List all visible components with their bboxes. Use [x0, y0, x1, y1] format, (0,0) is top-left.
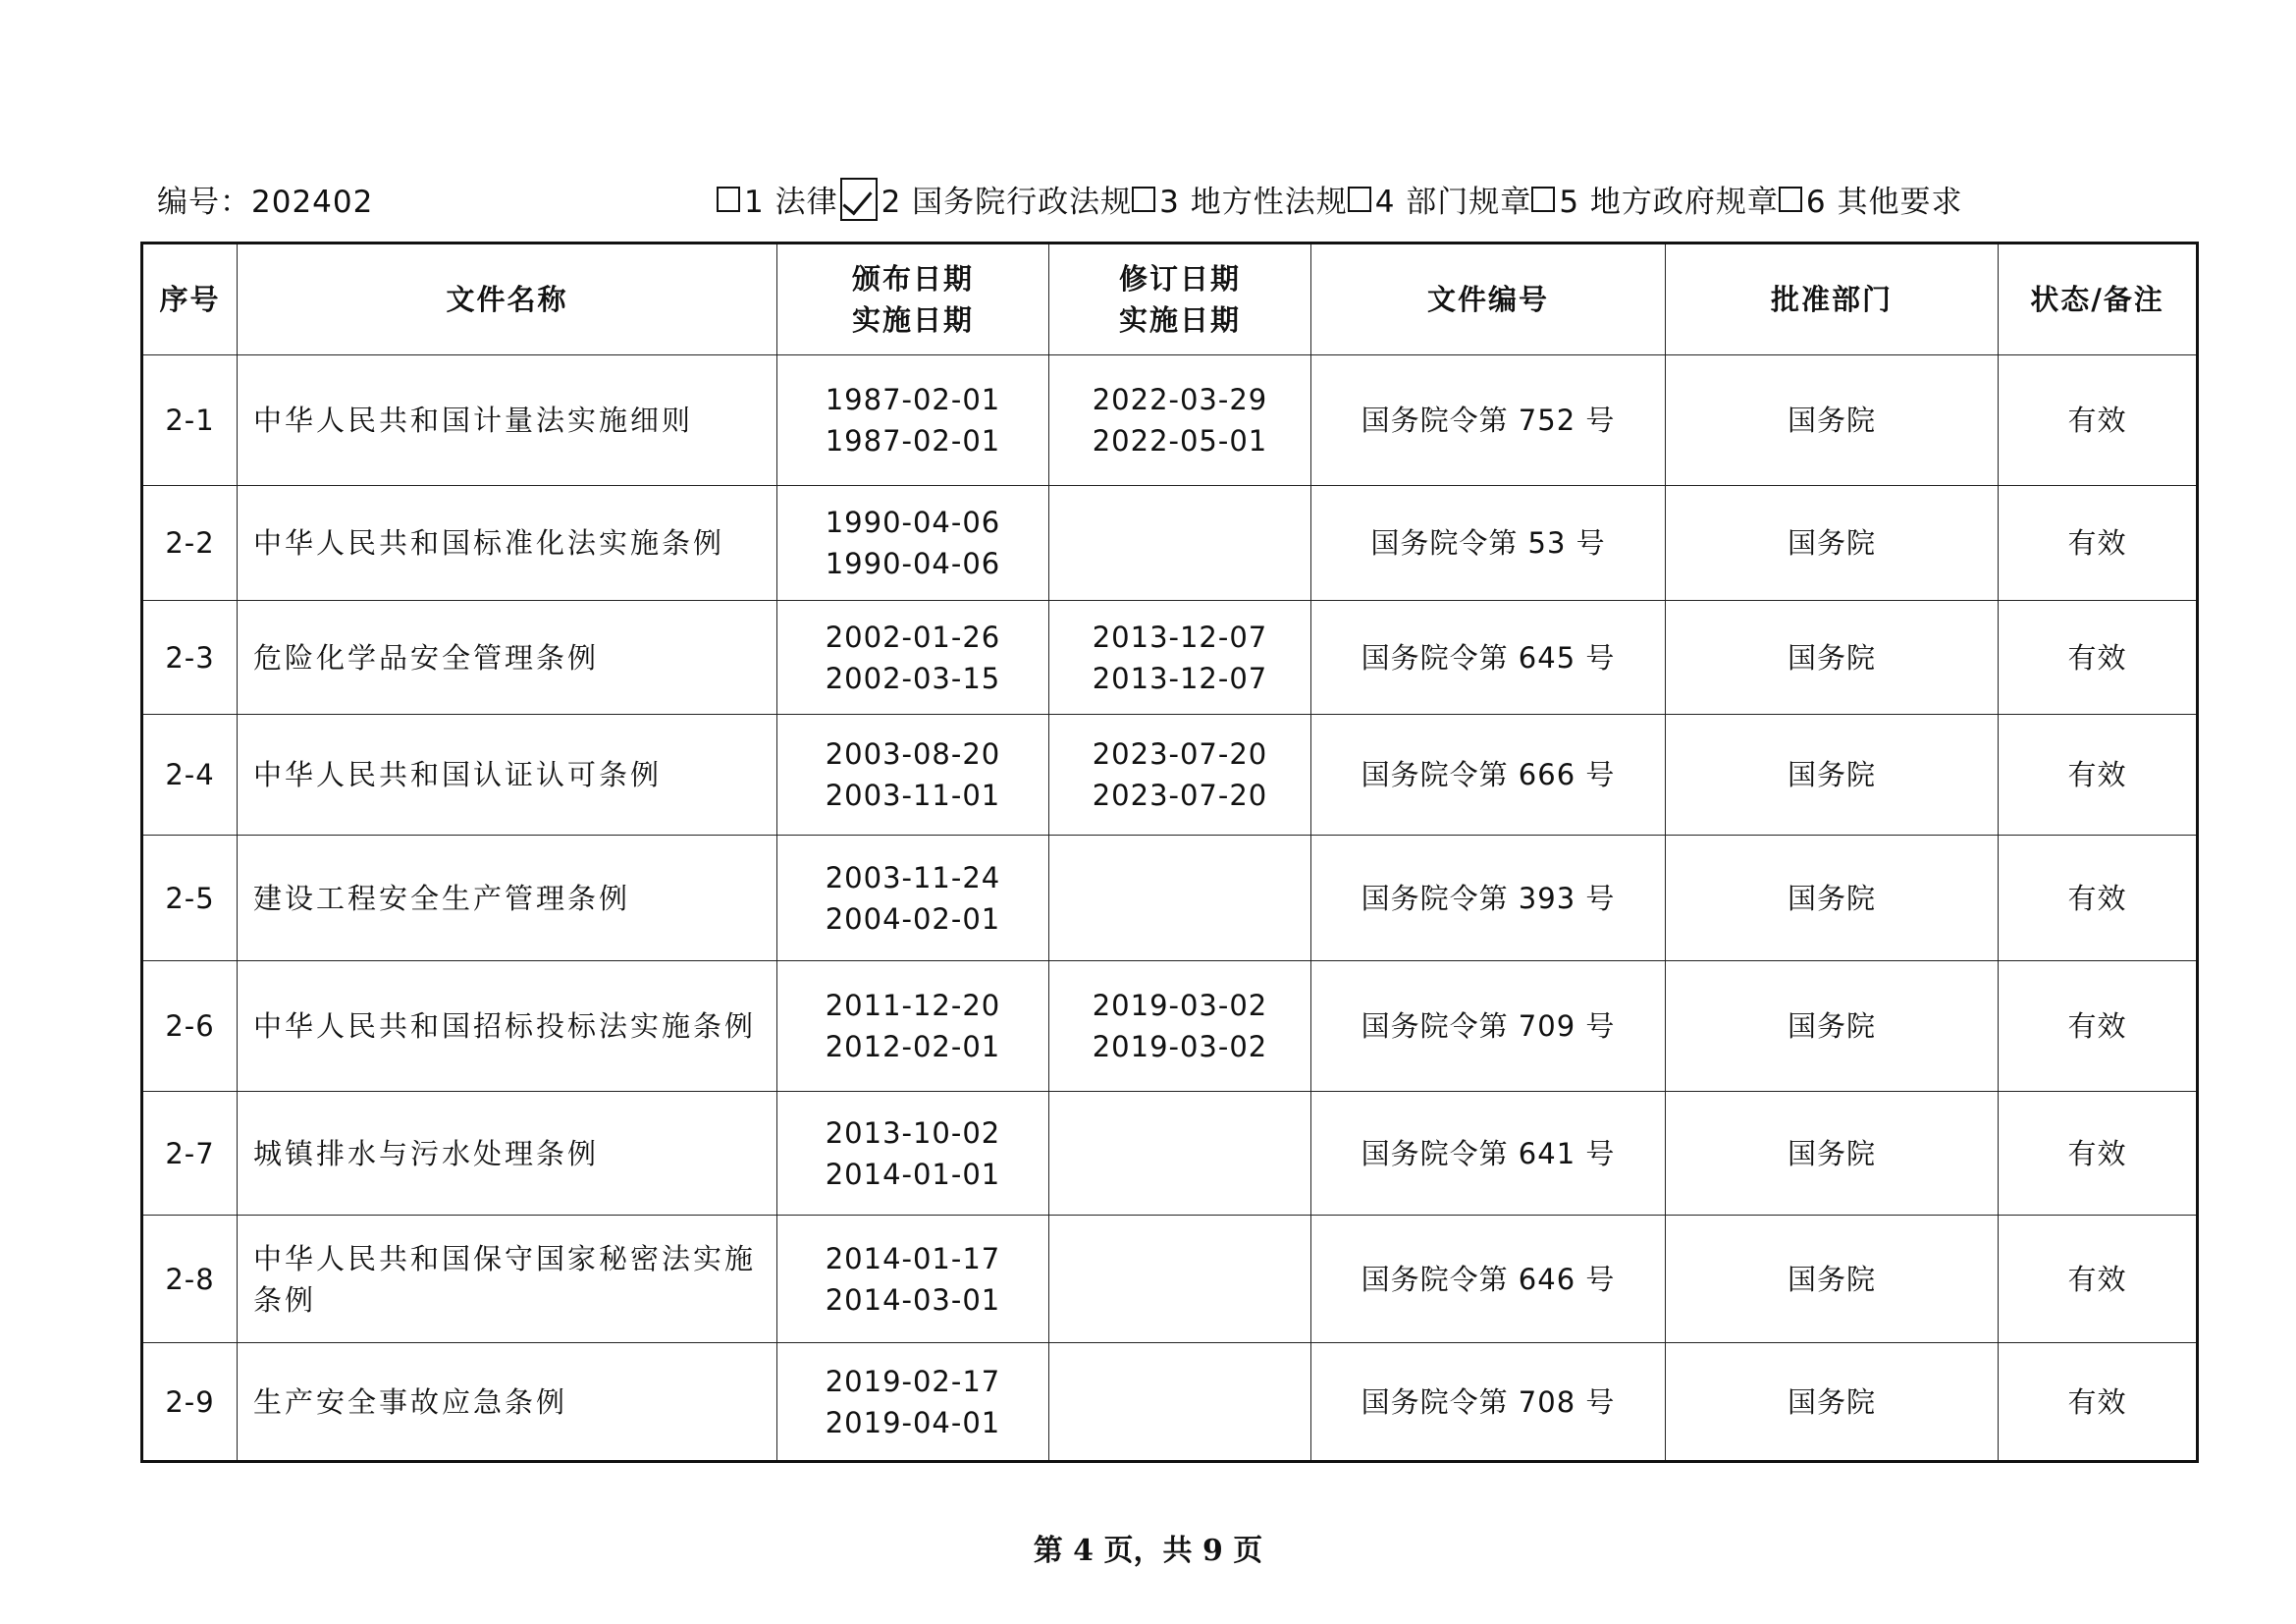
page-header [157, 173, 1983, 222]
table-row [142, 1343, 2198, 1462]
cell-department: 国务院 [1666, 1343, 1999, 1462]
header-name: 文件名称 [238, 244, 777, 355]
cell-revision: 2019-03-02 2019-03-02 [1049, 961, 1311, 1092]
table-row [142, 601, 2198, 715]
checkbox-icon[interactable] [717, 187, 740, 212]
category-checkboxes [717, 177, 1962, 221]
cell-status: 有效 [1999, 836, 2198, 961]
cell-revision [1049, 1216, 1311, 1343]
cell-name: 生产安全事故应急条例 [238, 1343, 777, 1462]
category-state-council-regulation[interactable]: 2 国务院行政法规 [838, 177, 1133, 221]
cell-seq: 2-7 [142, 1092, 238, 1216]
cell-issue: 2003-11-24 2004-02-01 [777, 836, 1049, 961]
cell-status: 有效 [1999, 961, 2198, 1092]
category-department-rule[interactable]: 4 部门规章 [1348, 177, 1532, 221]
cell-issue: 2011-12-20 2012-02-01 [777, 961, 1049, 1092]
cell-status: 有效 [1999, 1092, 2198, 1216]
cell-seq: 2-1 [142, 355, 238, 486]
cell-seq: 2-8 [142, 1216, 238, 1343]
cell-status: 有效 [1999, 1343, 2198, 1462]
cell-department: 国务院 [1666, 961, 1999, 1092]
cell-doc-number: 国务院令第 53 号 [1311, 486, 1666, 601]
cell-seq: 2-9 [142, 1343, 238, 1462]
cell-revision [1049, 1092, 1311, 1216]
cell-issue: 2013-10-02 2014-01-01 [777, 1092, 1049, 1216]
cell-seq: 2-3 [142, 601, 238, 715]
cell-revision: 2022-03-29 2022-05-01 [1049, 355, 1311, 486]
checkbox-checked-icon[interactable] [840, 178, 878, 221]
cell-issue: 2014-01-17 2014-03-01 [777, 1216, 1049, 1343]
checkbox-icon[interactable] [1348, 187, 1371, 212]
cell-issue: 2019-02-17 2019-04-01 [777, 1343, 1049, 1462]
header-issue-date: 颁布日期 实施日期 [777, 244, 1049, 355]
document-number [157, 177, 373, 221]
cell-name: 中华人民共和国标准化法实施条例 [238, 486, 777, 601]
cell-doc-number: 国务院令第 645 号 [1311, 601, 1666, 715]
cell-revision: 2023-07-20 2023-07-20 [1049, 715, 1311, 836]
cell-name: 中华人民共和国计量法实施细则 [238, 355, 777, 486]
header-doc-number: 文件编号 [1311, 244, 1666, 355]
cell-revision [1049, 1343, 1311, 1462]
cell-status: 有效 [1999, 486, 2198, 601]
category-other[interactable]: 6 其他要求 [1779, 177, 1963, 221]
cell-doc-number: 国务院令第 709 号 [1311, 961, 1666, 1092]
cell-issue: 2002-01-26 2002-03-15 [777, 601, 1049, 715]
header-seq: 序号 [142, 244, 238, 355]
cell-seq: 2-4 [142, 715, 238, 836]
doc-no-label: 编号： [157, 185, 251, 220]
cell-revision [1049, 836, 1311, 961]
cell-name: 危险化学品安全管理条例 [238, 601, 777, 715]
cell-department: 国务院 [1666, 355, 1999, 486]
cell-name: 中华人民共和国认证认可条例 [238, 715, 777, 836]
table-header-row [142, 244, 2198, 355]
cell-name: 建设工程安全生产管理条例 [238, 836, 777, 961]
cell-issue: 1987-02-01 1987-02-01 [777, 355, 1049, 486]
cell-seq: 2-6 [142, 961, 238, 1092]
cell-status: 有效 [1999, 715, 2198, 836]
cell-doc-number: 国务院令第 646 号 [1311, 1216, 1666, 1343]
checkbox-icon[interactable] [1132, 187, 1155, 212]
category-local-government-rule[interactable]: 5 地方政府规章 [1531, 177, 1779, 221]
checkbox-icon[interactable] [1531, 187, 1555, 212]
cell-status: 有效 [1999, 601, 2198, 715]
doc-no-value: 202402 [251, 185, 374, 220]
cell-department: 国务院 [1666, 836, 1999, 961]
cell-name: 城镇排水与污水处理条例 [238, 1092, 777, 1216]
cell-department: 国务院 [1666, 1216, 1999, 1343]
cell-department: 国务院 [1666, 715, 1999, 836]
table-row [142, 1216, 2198, 1343]
cell-department: 国务院 [1666, 1092, 1999, 1216]
table-row [142, 355, 2198, 486]
cell-department: 国务院 [1666, 486, 1999, 601]
table-row [142, 836, 2198, 961]
cell-name: 中华人民共和国招标投标法实施条例 [238, 961, 777, 1092]
cell-status: 有效 [1999, 1216, 2198, 1343]
cell-doc-number: 国务院令第 752 号 [1311, 355, 1666, 486]
cell-doc-number: 国务院令第 641 号 [1311, 1092, 1666, 1216]
cell-issue: 1990-04-06 1990-04-06 [777, 486, 1049, 601]
cell-department: 国务院 [1666, 601, 1999, 715]
cell-revision [1049, 486, 1311, 601]
header-revision-date: 修订日期 实施日期 [1049, 244, 1311, 355]
cell-seq: 2-5 [142, 836, 238, 961]
cell-issue: 2003-08-20 2003-11-01 [777, 715, 1049, 836]
cell-doc-number: 国务院令第 393 号 [1311, 836, 1666, 961]
cell-revision: 2013-12-07 2013-12-07 [1049, 601, 1311, 715]
cell-name: 中华人民共和国保守国家秘密法实施条例 [238, 1216, 777, 1343]
page-footer: 第 4 页，共 9 页 [1033, 1534, 1263, 1568]
table-row [142, 961, 2198, 1092]
table-row [142, 1092, 2198, 1216]
checkbox-icon[interactable] [1779, 187, 1802, 212]
header-department: 批准部门 [1666, 244, 1999, 355]
table-row [142, 715, 2198, 836]
table-row [142, 486, 2198, 601]
category-law[interactable]: 1 法律 [717, 177, 838, 221]
cell-seq: 2-2 [142, 486, 238, 601]
cell-doc-number: 国务院令第 666 号 [1311, 715, 1666, 836]
category-local-regulation[interactable]: 3 地方性法规 [1132, 177, 1348, 221]
cell-doc-number: 国务院令第 708 号 [1311, 1343, 1666, 1462]
cell-status: 有效 [1999, 355, 2198, 486]
header-status: 状态/备注 [1999, 244, 2198, 355]
regulations-table [140, 242, 2199, 1463]
